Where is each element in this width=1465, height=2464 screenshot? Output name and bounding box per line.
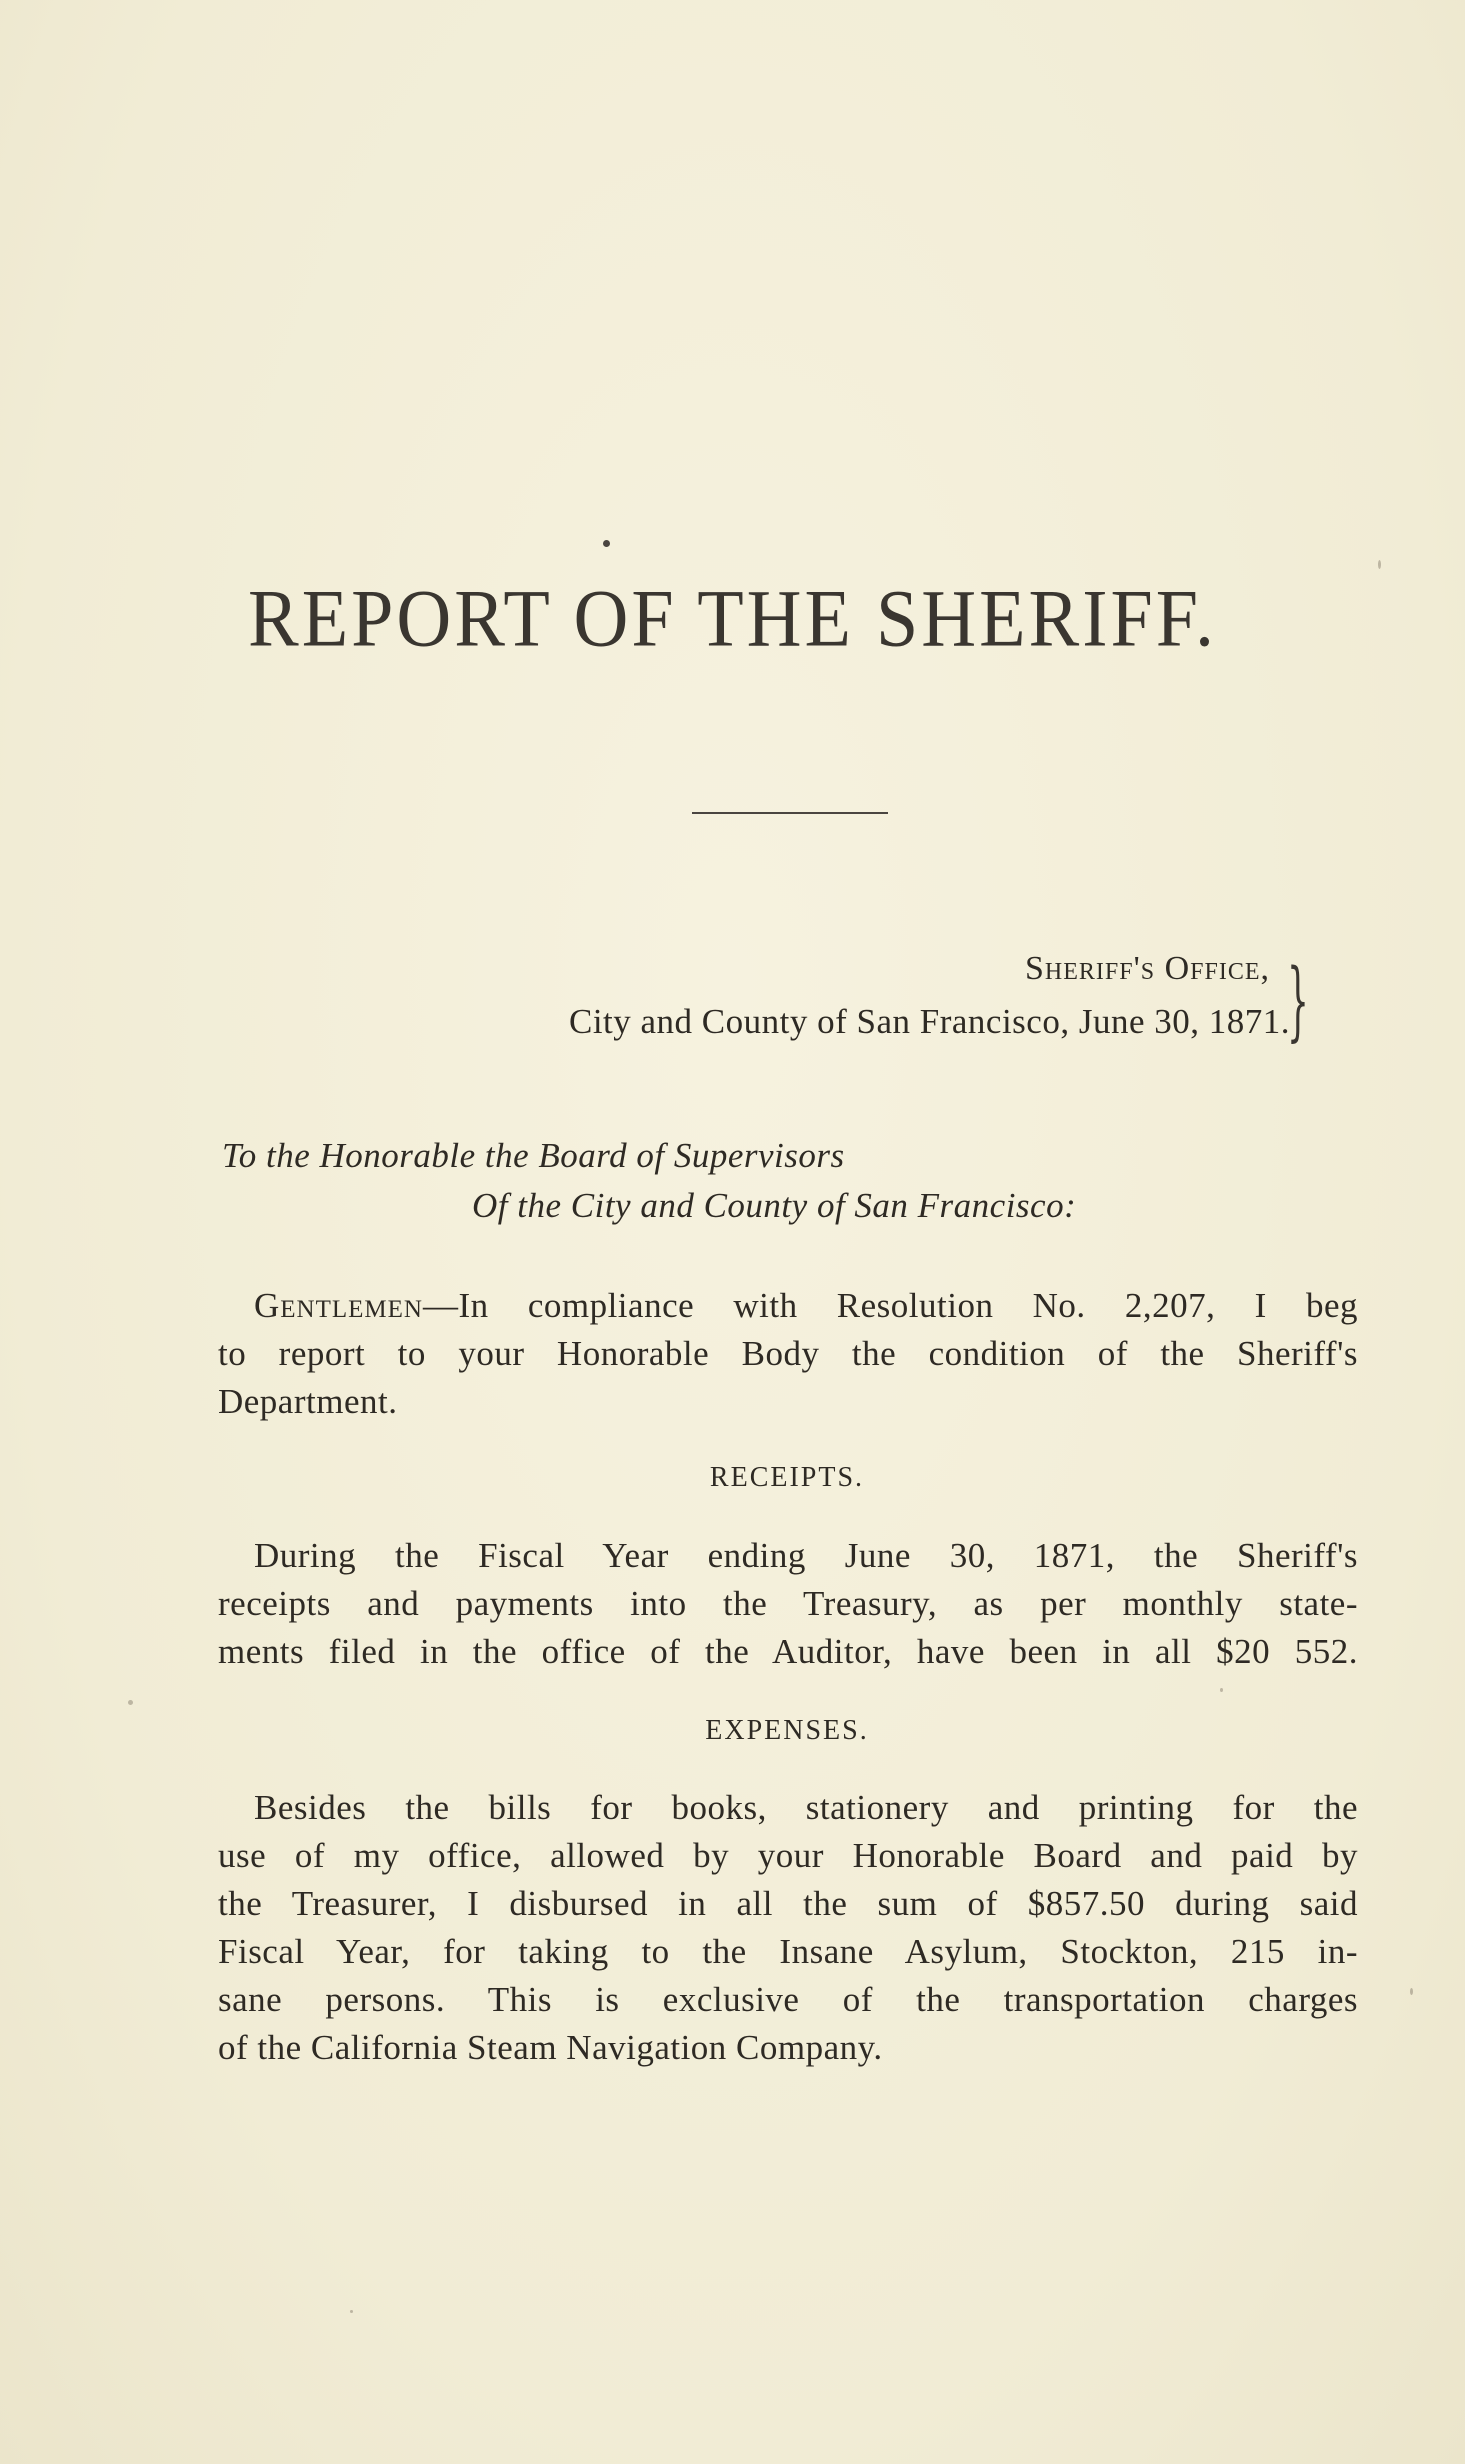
paper-speck (1378, 560, 1381, 569)
expenses-line-5: sane persons. This is exclusive of the transportation charges (218, 1980, 1358, 2019)
receipts-line-1: During the Fiscal Year ending June 30, 1871, the Sheriff's (254, 1536, 1358, 1575)
expenses-line-2: use of my office, allowed by your Honorable Board and paid by (218, 1836, 1358, 1875)
intro-line-3: Department. (218, 1382, 398, 1421)
paper-speck (1410, 1988, 1413, 1995)
page-title: REPORT OF THE SHERIFF. (248, 573, 1217, 664)
right-brace-icon: } (1287, 951, 1309, 1051)
title-divider (692, 812, 888, 814)
expenses-line-6: of the California Steam Navigation Company. (218, 2028, 883, 2067)
receipts-heading: RECEIPTS. (709, 1462, 865, 1493)
salutation-line-2: Of the City and County of San Francisco: (472, 1186, 1077, 1225)
office-line: Sheriff's Office, (1025, 950, 1270, 987)
expenses-heading: EXPENSES. (705, 1715, 869, 1746)
expenses-line-4: Fiscal Year, for taking to the Insane Asylum, Stockton, 215 in- (218, 1932, 1358, 1971)
expenses-paragraph (218, 1784, 1358, 2072)
receipts-line-2: receipts and payments into the Treasury, as per monthly state- (218, 1584, 1358, 1623)
intro-line-1 (218, 1282, 1358, 1330)
intro-line-2: to report to your Honorable Body the condition of the Sheriff's (218, 1334, 1358, 1373)
paper-speck (1220, 1688, 1223, 1692)
office-date-line: City and County of San Francisco, June 30, 1871. (568, 1002, 1290, 1041)
intro-lead: Gentlemen (254, 1286, 423, 1325)
receipts-line-3: ments filed in the office of the Auditor, have been in all $20 552. (218, 1632, 1358, 1671)
expenses-line-1: Besides the bills for books, stationery and printing for the (254, 1788, 1358, 1827)
paper-speck (350, 2310, 353, 2313)
printer-dot (603, 540, 610, 547)
expenses-line-3: the Treasurer, I disbursed in all the sum of $857.50 during said (218, 1884, 1358, 1923)
intro-line-1-text: —In compliance with Resolution No. 2,207, I beg (422, 1286, 1358, 1325)
paper-speck (128, 1700, 133, 1705)
salutation-line-1: To the Honorable the Board of Supervisors (222, 1136, 845, 1175)
intro-paragraph (218, 1282, 1358, 1426)
receipts-paragraph (218, 1532, 1358, 1676)
